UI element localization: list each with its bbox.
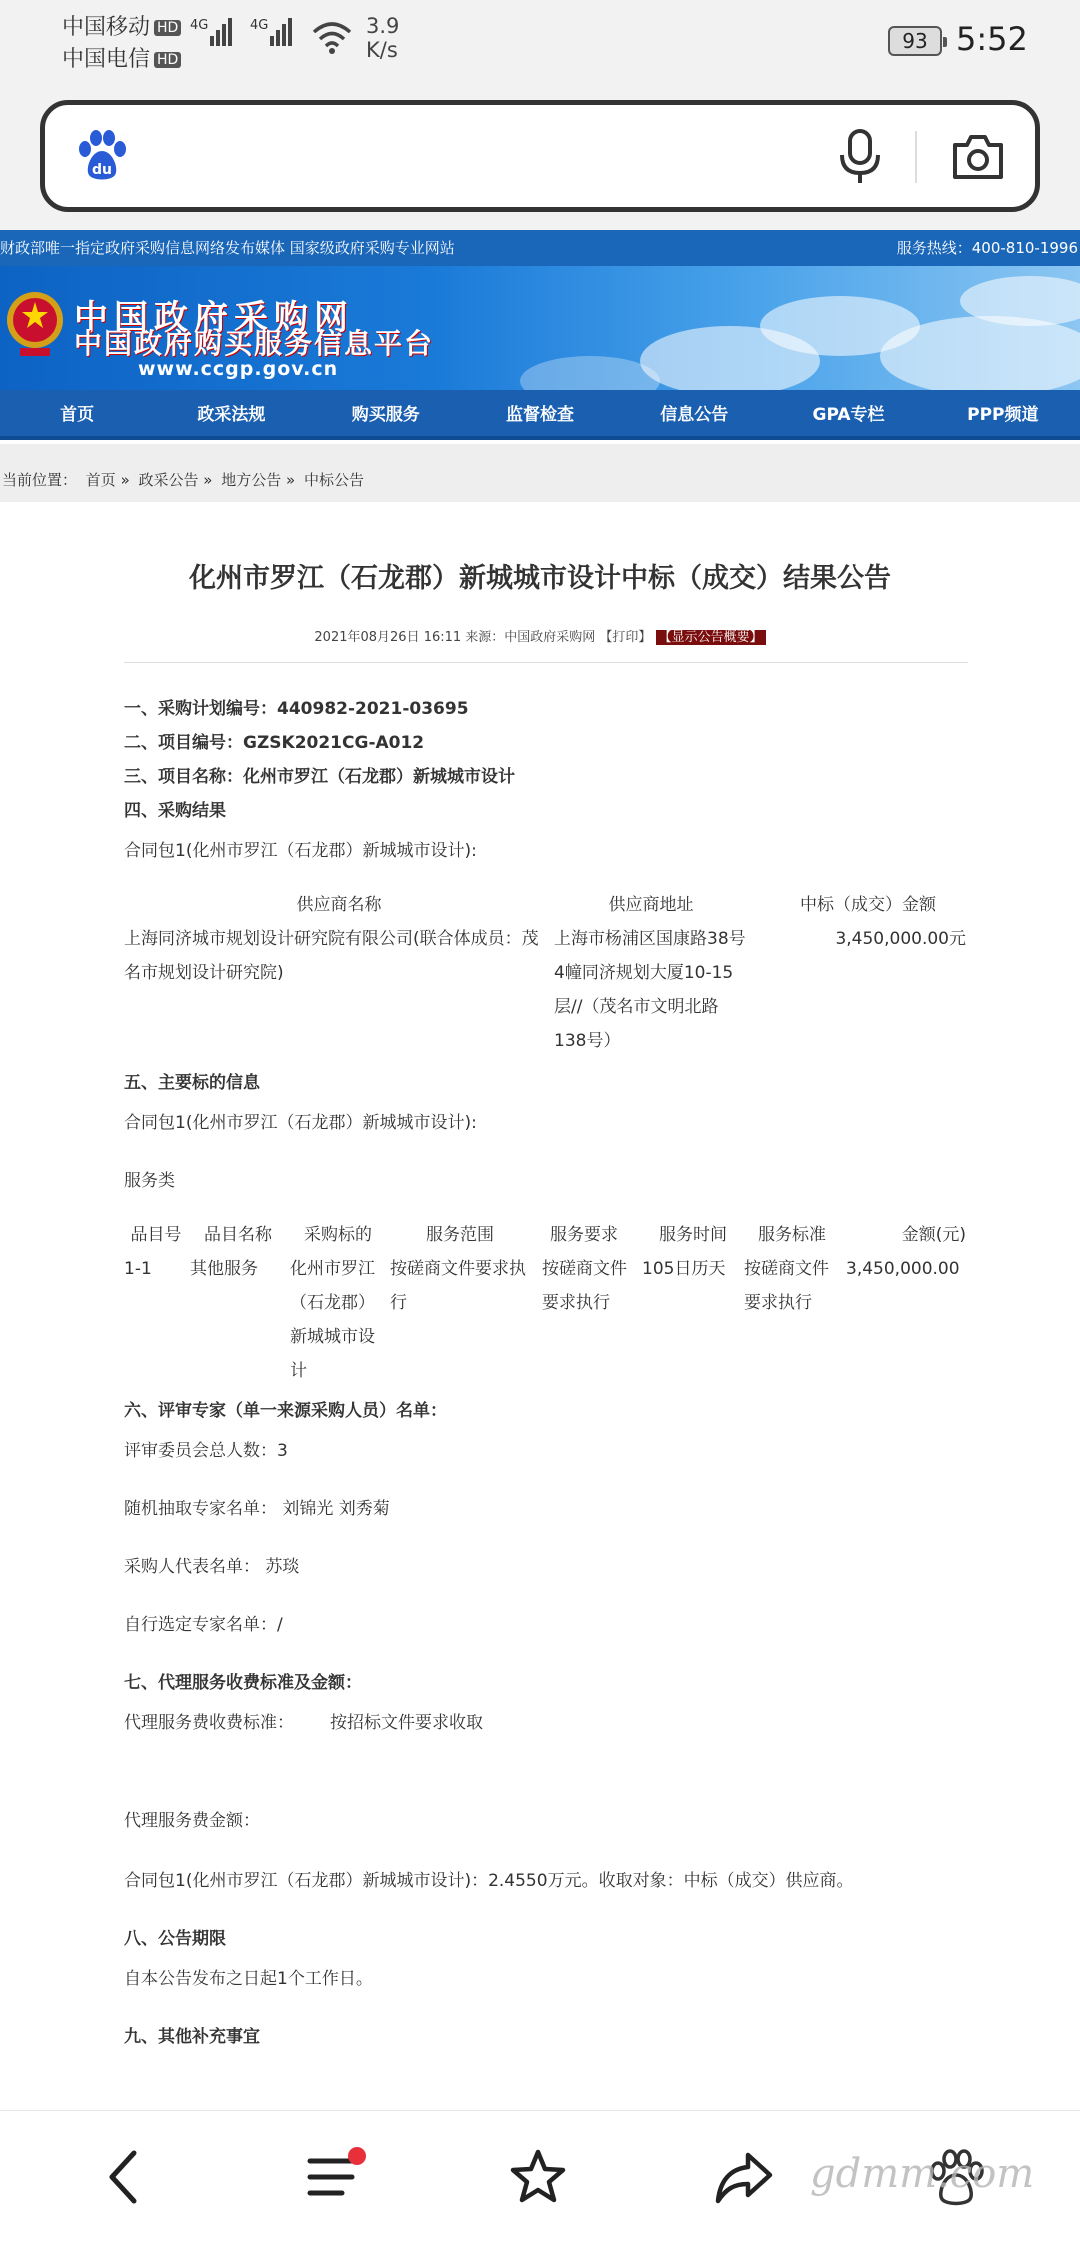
supplier-name: 上海同济城市规划设计研究院有限公司(联合体成员：茂	[124, 929, 539, 949]
speed-unit: K/s	[366, 38, 398, 62]
item-header-name: 品目名称	[204, 1225, 272, 1245]
item-name: 其他服务	[190, 1259, 258, 1279]
award-amount: 3,450,000.00元	[835, 929, 966, 949]
nav-purchase-services[interactable]: 购买服务	[351, 405, 420, 425]
hd-badge-1: HD	[154, 20, 181, 36]
status-bar	[0, 0, 1080, 84]
breadcrumb	[0, 444, 1080, 502]
section-other-heading: 九、其他补充事宜	[124, 2027, 260, 2047]
battery-icon: 93	[888, 26, 942, 56]
signal-1-label: 4G	[190, 18, 209, 33]
item-target-3: 新城城市设	[290, 1327, 375, 1347]
notification-dot	[348, 2147, 366, 2165]
random-experts: 随机抽取专家名单： 刘锦光 刘秀菊	[124, 1499, 390, 1519]
purchaser-representative: 采购人代表名单： 苏琰	[124, 1557, 300, 1577]
nav-supervision[interactable]: 监督检查	[505, 405, 574, 425]
fee-standard-label: 代理服务费收费标准：	[124, 1713, 294, 1733]
item-header-amount: 金额(元)	[901, 1225, 966, 1245]
show-summary-button[interactable]: 【显示公告概要】	[656, 630, 766, 645]
section-fee-heading: 七、代理服务收费标准及金额：	[124, 1673, 362, 1693]
nav-announcements[interactable]: 信息公告	[660, 405, 729, 425]
section-period-heading: 八、公告期限	[124, 1929, 226, 1949]
section-subject-heading: 五、主要标的信息	[124, 1073, 260, 1093]
breadcrumb-home[interactable]: 首页 »	[85, 471, 130, 489]
breadcrumb-award[interactable]: 中标公告	[304, 471, 365, 489]
supplier-name-cont: 名市规划设计研究院)	[124, 963, 284, 983]
baidu-paw-icon[interactable]	[75, 129, 129, 183]
site-url: www.ccgp.gov.cn	[138, 358, 339, 380]
item-standard-2: 要求执行	[744, 1293, 812, 1313]
meta-info: 2021年08月26日 16:11 来源：中国政府采购网 【打印】	[314, 630, 652, 645]
section-project-number: 二、项目编号：GZSK2021CG-A012	[124, 733, 425, 753]
result-header-supplier: 供应商名称	[296, 895, 382, 915]
announcement-period: 自本公告发布之日起1个工作日。	[124, 1969, 373, 1989]
article-meta	[0, 626, 1080, 645]
site-nav	[0, 390, 1080, 440]
search-input[interactable]	[40, 100, 1040, 212]
site-subtitle: 中国政府购买服务信息平台	[74, 327, 435, 360]
breadcrumb-announcements[interactable]: 政采公告 »	[138, 471, 213, 489]
carrier-1-name: 中国移动	[62, 15, 151, 40]
category-label: 服务类	[124, 1171, 175, 1191]
item-header-code: 品目号	[130, 1225, 182, 1245]
item-scope: 按磋商文件要求执	[390, 1259, 526, 1279]
star-icon[interactable]	[508, 2147, 568, 2207]
site-banner	[0, 266, 1080, 390]
carrier-2	[62, 42, 181, 73]
item-header-time: 服务时间	[659, 1225, 727, 1245]
signal-2-label: 4G	[250, 18, 269, 33]
section-result-heading: 四、采购结果	[124, 801, 226, 821]
back-icon[interactable]	[100, 2147, 148, 2207]
breadcrumb-label: 当前位置：	[2, 471, 78, 489]
service-hotline[interactable]: 服务热线：400-810-1996	[896, 239, 1078, 257]
supplier-address: 上海市杨浦区国康路38号	[554, 929, 746, 949]
svg-text:du: du	[92, 162, 112, 178]
speed-value: 3.9	[366, 14, 400, 38]
carrier-2-name: 中国电信	[62, 47, 151, 72]
committee-count: 评审委员会总人数：3	[124, 1441, 288, 1461]
item-code: 1-1	[124, 1259, 152, 1279]
nav-ppp[interactable]: PPP频道	[967, 405, 1039, 425]
share-icon[interactable]	[714, 2147, 774, 2207]
section-project-name: 三、项目名称：化州市罗江（石龙郡）新城城市设计	[124, 767, 515, 787]
browser-bottom-bar	[0, 2110, 1080, 2244]
carrier-1	[62, 10, 181, 41]
item-header-scope: 服务范围	[426, 1225, 494, 1245]
nav-regulations[interactable]: 政采法规	[197, 405, 266, 425]
signal-icon-2	[250, 18, 294, 46]
nav-home[interactable]: 首页	[60, 405, 95, 425]
package-label-2: 合同包1(化州市罗江（石龙郡）新城城市设计):	[124, 1113, 477, 1133]
page-title: 化州市罗江（石龙郡）新城城市设计中标（成交）结果公告	[189, 563, 891, 594]
fee-amount-line: 合同包1(化州市罗江（石龙郡）新城城市设计)：2.4550万元。收取对象：中标（成交）供应商。	[124, 1871, 854, 1891]
item-time: 105日历天	[642, 1259, 726, 1279]
site-top-strip	[0, 230, 1080, 266]
result-header-amount: 中标（成交）金额	[800, 895, 936, 915]
title-divider	[124, 662, 968, 663]
item-amount: 3,450,000.00	[846, 1259, 960, 1279]
item-header-standard: 服务标准	[758, 1225, 826, 1245]
site-tagline: 财政部唯一指定政府采购信息网络发布媒体 国家级政府采购专业网站	[0, 239, 455, 257]
signal-icon-1	[190, 18, 234, 46]
supplier-address-2: 4幢同济规划大厦10-15	[554, 963, 734, 983]
item-target: 化州市罗江	[290, 1259, 375, 1279]
supplier-address-4: 138号）	[554, 1031, 621, 1051]
section-experts-heading: 六、评审专家（单一来源采购人员）名单：	[124, 1401, 447, 1421]
item-header-requirement: 服务要求	[550, 1225, 618, 1245]
network-speed	[366, 14, 399, 62]
package-label: 合同包1(化州市罗江（石龙郡）新城城市设计):	[124, 841, 477, 861]
browser-search-area	[0, 84, 1080, 230]
national-emblem-icon	[4, 288, 66, 360]
item-scope-2: 行	[390, 1293, 407, 1313]
search-divider	[915, 131, 917, 183]
breadcrumb-local[interactable]: 地方公告 »	[221, 471, 296, 489]
camera-icon[interactable]	[949, 131, 1007, 183]
fee-amount-label: 代理服务费金额：	[124, 1811, 260, 1831]
item-requirement-2: 要求执行	[542, 1293, 610, 1313]
hd-badge-2: HD	[154, 52, 181, 68]
microphone-icon[interactable]	[835, 127, 885, 187]
clock: 5:52	[956, 20, 1028, 58]
fee-standard-value: 按招标文件要求收取	[330, 1713, 483, 1733]
item-target-2: （石龙郡）	[290, 1293, 375, 1313]
nav-gpa[interactable]: GPA专栏	[812, 405, 885, 425]
supplier-address-3: 层//（茂名市文明北路	[554, 997, 719, 1017]
item-requirement: 按磋商文件	[542, 1259, 627, 1279]
item-header-target: 采购标的	[304, 1225, 372, 1245]
item-standard: 按磋商文件	[744, 1259, 829, 1279]
site-title: 中国政府采购网	[74, 298, 354, 338]
section-plan-number: 一、采购计划编号：440982-2021-03695	[124, 699, 469, 719]
watermark-text: gdmm.com	[810, 2151, 1035, 2197]
wifi-icon	[312, 20, 352, 54]
result-header-address: 供应商地址	[608, 895, 694, 915]
item-target-4: 计	[290, 1361, 307, 1381]
self-selected-experts: 自行选定专家名单：/	[124, 1615, 283, 1635]
